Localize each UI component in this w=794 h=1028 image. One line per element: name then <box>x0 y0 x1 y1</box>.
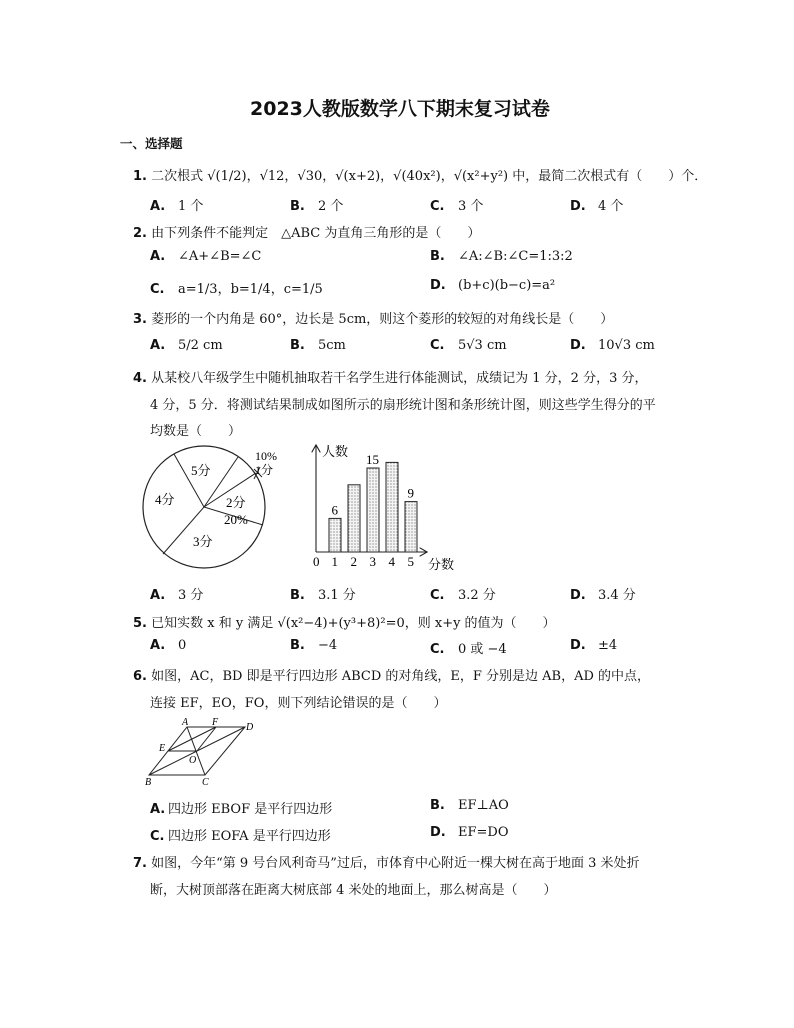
bar-data-label: 9 <box>407 485 414 501</box>
option-c: C. 0 或 −4 <box>430 642 507 657</box>
question-number: 2. <box>133 226 147 241</box>
question-number: 1. <box>133 169 147 184</box>
bar-chart-figure <box>300 438 470 576</box>
option-d: D. 4 个 <box>570 199 624 214</box>
option-d: D. (b+c)(b−c)=a² <box>430 278 556 293</box>
question-2 <box>133 222 480 241</box>
option-c: C. 四边形 EOFA 是平行四边形 <box>150 829 331 844</box>
option-c: C. 3.2 分 <box>430 588 496 603</box>
question-text-line: 连接 EF，EO，FO，则下列结论错误的是（ ） <box>150 696 447 711</box>
pie-label-1-pct: 10% <box>255 449 277 463</box>
option-d: D. ±4 <box>570 638 618 653</box>
option-b: B. ∠A:∠B:∠C=1:3:2 <box>430 249 573 264</box>
point-label-o: O <box>189 755 197 766</box>
page-title: 2023人教版数学八下期末复习试卷 <box>250 98 550 120</box>
option-a: A. ∠A+∠B=∠C <box>150 249 262 264</box>
y-axis-label: 人数 <box>322 444 349 459</box>
option-c: C. 5√3 cm <box>430 338 507 353</box>
x-axis-label: 分数 <box>428 557 455 572</box>
option-a: A. 0 <box>150 638 187 653</box>
point-label-f: F <box>212 717 219 728</box>
pie-label-4: 4分 <box>155 492 175 507</box>
question-1 <box>133 165 707 184</box>
point-label-c: C <box>202 777 209 788</box>
option-d: D. EF=DO <box>430 825 509 840</box>
option-a: A. 5/2 cm <box>150 338 223 353</box>
question-text-line: 均数是（ ） <box>150 424 242 439</box>
bar-data-label: 6 <box>331 502 338 518</box>
x-tick-label: 1 <box>331 554 338 569</box>
question-text: 菱形的一个内角是 60°，边长是 5cm，则这个菱形的较短的对角线长是（ ） <box>151 312 614 327</box>
option-b: B. −4 <box>290 638 338 653</box>
point-label-e: E <box>159 743 166 754</box>
question-6 <box>133 665 650 684</box>
pie-label-5: 5分 <box>191 463 211 478</box>
x-tick-label: 3 <box>369 554 376 569</box>
parallelogram-figure <box>142 716 257 788</box>
bar-2 <box>348 485 360 552</box>
option-b: B. EF⊥AO <box>430 798 509 813</box>
question-text: 从某校八年级学生中随机抽取若干名学生进行体能测试，成绩记为 1 分，2 分，3 分， <box>151 371 648 386</box>
origin-label: 0 <box>313 554 320 569</box>
option-b: B. 3.1 分 <box>290 588 356 603</box>
question-number: 4. <box>133 371 147 386</box>
x-tick-label: 4 <box>388 554 395 569</box>
x-tick-label: 2 <box>350 554 357 569</box>
bar-5 <box>405 502 417 552</box>
question-number: 3. <box>133 312 147 327</box>
question-text-line: 断，大树顶部落在距离大树底部 4 米处的地面上，那么树高是（ ） <box>150 883 557 898</box>
question-text: 已知实数 x 和 y 满足 √(x²−4)+(y³+8)²=0，则 x+y 的值为（ ） <box>151 616 556 631</box>
question-text: 由下列条件不能判定 △ABC 为直角三角形的是（ ） <box>151 226 481 241</box>
bar-4 <box>386 462 398 552</box>
point-label-a: A <box>182 717 189 728</box>
pie-label-1: 1分 <box>255 463 274 477</box>
question-text: 如图，AC，BD 即是平行四边形 ABCD 的对角线，E，F 分别是边 AB，AD 的中点， <box>151 669 651 684</box>
question-text-line: 4 分，5 分．将测试结果制成如图所示的扇形统计图和条形统计图，则这些学生得分的平 <box>150 398 656 413</box>
question-5 <box>133 612 556 631</box>
question-3 <box>133 308 613 327</box>
question-4 <box>133 367 647 386</box>
pie-label-2: 2分 <box>226 495 246 510</box>
bar-3 <box>367 468 379 552</box>
section-heading: 一、选择题 <box>120 136 183 151</box>
bar-1 <box>329 518 341 552</box>
question-7 <box>133 852 640 871</box>
option-b: B. 2 个 <box>290 199 344 214</box>
option-a: A. 四边形 EBOF 是平行四边形 <box>150 802 333 817</box>
question-number: 6. <box>133 669 147 684</box>
point-label-d: D <box>246 722 254 733</box>
option-a: A. 1 个 <box>150 199 204 214</box>
pie-label-3: 3分 <box>193 534 213 549</box>
bar-data-label: 15 <box>366 452 379 467</box>
option-c: C. a=1/3，b=1/4，c=1/5 <box>150 282 323 297</box>
pie-chart-figure <box>138 443 288 573</box>
option-c: C. 3 个 <box>430 199 484 214</box>
option-b: B. 5cm <box>290 338 346 353</box>
x-tick-label: 5 <box>407 554 414 569</box>
question-number: 5. <box>133 616 147 631</box>
option-d: D. 10√3 cm <box>570 338 655 353</box>
question-number: 7. <box>133 856 147 871</box>
point-label-b: B <box>145 777 152 788</box>
pie-label-2-pct: 20% <box>224 512 248 527</box>
question-text: 二次根式 √(1/2)，√12，√30，√(x+2)，√(40x²)，√(x²+y²) 中，最简二次根式有（ ）个． <box>151 169 708 184</box>
option-a: A. 3 分 <box>150 588 204 603</box>
option-d: D. 3.4 分 <box>570 588 636 603</box>
question-text: 如图，今年“第 9 号台风利奇马”过后，市体育中心附近一棵大树在高于地面 3 米处折 <box>151 856 640 871</box>
